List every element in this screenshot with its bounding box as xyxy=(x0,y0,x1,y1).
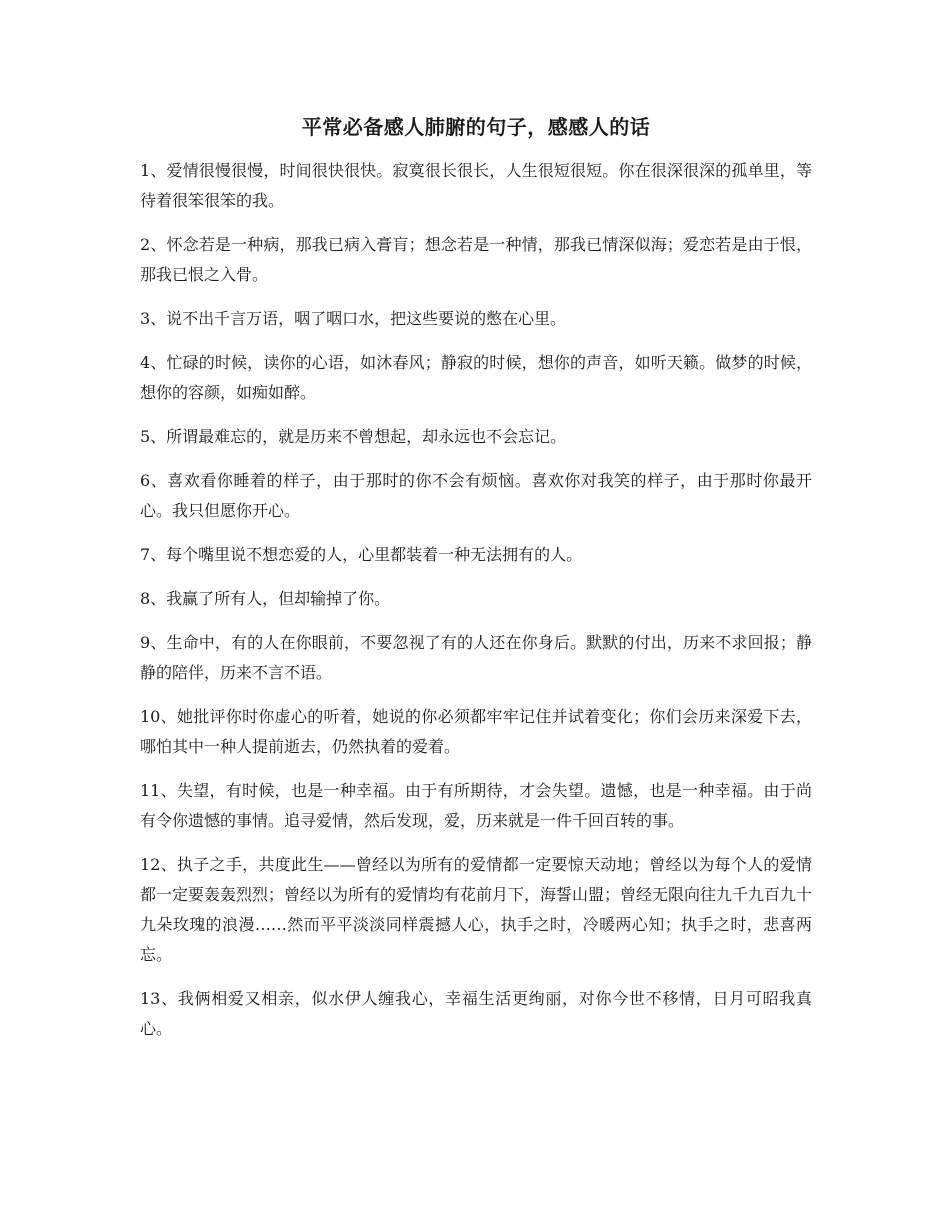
paragraph-1: 1、爱情很慢很慢，时间很快很快。寂寞很长很长，人生很短很短。你在很深很深的孤单里，等待着很笨很笨的我。 xyxy=(140,161,812,210)
paragraph-5: 5、所谓最难忘的，就是历来不曾想起，却永远也不会忘记。 xyxy=(140,427,567,446)
paragraph-6: 6、喜欢看你睡着的样子，由于那时的你不会有烦恼。喜欢你对我笑的样子，由于那时你最开心。我只但愿你开心。 xyxy=(140,471,812,520)
paragraph-4: 4、忙碌的时候，读你的心语，如沐春风；静寂的时候，想你的声音，如听天籁。做梦的时候，想你的容颜，如痴如醉。 xyxy=(140,353,812,402)
paragraph-2: 2、怀念若是一种病，那我已病入膏肓；想念若是一种情，那我已情深似海；爱恋若是由于恨，那我已恨之入骨。 xyxy=(140,235,812,284)
paragraph-11: 11、失望，有时候，也是一种幸福。由于有所期待，才会失望。遗憾，也是一种幸福。由于尚有令你遗憾的事情。追寻爱情，然后发现，爱，历来就是一件千回百转的事。 xyxy=(140,781,812,830)
paragraph-13: 13、我俩相爱又相亲，似水伊人缠我心，幸福生活更绚丽，对你今世不移情，日月可昭我真心。 xyxy=(140,989,812,1038)
paragraph-10: 10、她批评你时你虚心的听着，她说的你必须都牢牢记住并试着变化；你们会历来深爱下去，哪怕其中一种人提前逝去，仍然执着的爱着。 xyxy=(140,707,812,756)
document-title: 平常必备感人肺腑的句子，感感人的话 xyxy=(301,115,651,139)
paragraph-8: 8、我赢了所有人，但却输掉了你。 xyxy=(140,589,391,608)
paragraph-7: 7、每个嘴里说不想恋爱的人，心里都装着一种无法拥有的人。 xyxy=(140,545,583,564)
paragraph-9: 9、生命中，有的人在你眼前，不要忽视了有的人还在你身后。默默的付出，历来不求回报；静静的陪伴，历来不言不语。 xyxy=(140,633,812,682)
paragraph-3: 3、说不出千言万语，咽了咽口水，把这些要说的憋在心里。 xyxy=(140,309,567,328)
paragraph-12: 12、执子之手，共度此生——曾经以为所有的爱情都一定要惊天动地；曾经以为每个人的爱情都一定要轰轰烈烈；曾经以为所有的爱情均有花前月下，海誓山盟；曾经无限向往九千九百九十九朵玫瑰的浪漫……然而平平淡淡同样震撼人心，执手之时，冷暖两心知；执手之时，悲喜两忘。 xyxy=(140,855,813,964)
